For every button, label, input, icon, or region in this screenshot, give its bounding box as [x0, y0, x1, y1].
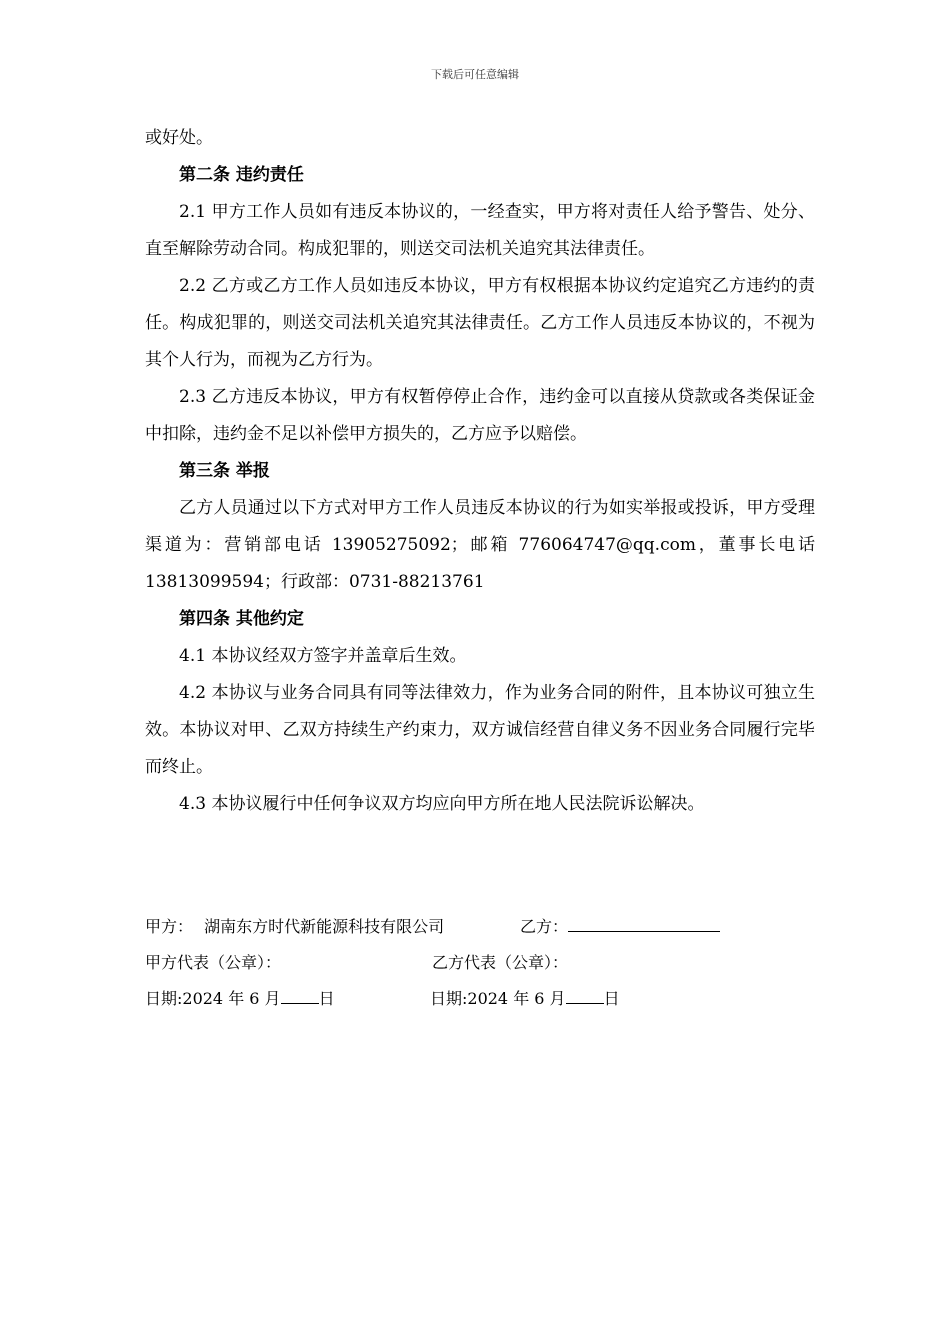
- party-a-representative: 甲方代表（公章）：: [145, 953, 282, 972]
- party-b-date-prefix: 日期:2024 年 6 月: [430, 989, 566, 1008]
- party-b-representative: 乙方代表（公章）：: [432, 953, 569, 972]
- article-2-clause-3: 2.3 乙方违反本协议，甲方有权暂停停止合作，违约金可以直接从贷款或各类保证金中扣除，违约金不足以补偿甲方损失的，乙方应予以赔偿。: [145, 387, 815, 444]
- party-b-label: 乙方：: [520, 917, 569, 936]
- article-4-clause-2: 4.2 本协议与业务合同具有同等法律效力，作为业务合同的附件，且本协议可独立生效。本协议对甲、乙双方持续生产约束力，双方诚信经营自律义务不因业务合同履行完毕而终止。: [145, 683, 815, 777]
- party-a-name: 湖南东方时代新能源科技有限公司: [204, 917, 445, 936]
- article-3-report-channels: 乙方人员通过以下方式对甲方工作人员违反本协议的行为如实举报或投诉，甲方受理渠道为：营销部电话 13905275092；邮箱 776064747@qq.com，董事长电话 13813099594；行政部：0731-88213761: [145, 498, 815, 592]
- party-a-date-blank: [281, 981, 319, 1004]
- continuation-text: 或好处。: [145, 128, 213, 148]
- article-4-clause-1: 4.1 本协议经双方签字并盖章后生效。: [179, 646, 467, 666]
- party-b-name-blank: [568, 909, 720, 932]
- signature-parties-row: [145, 909, 815, 945]
- signature-block: [145, 909, 815, 1017]
- party-a-date-suffix: 日: [318, 989, 335, 1008]
- signature-date-row: [145, 981, 815, 1017]
- signature-representative-row: [145, 945, 815, 981]
- article-2-clause-1: 2.1 甲方工作人员如有违反本协议的，一经查实，甲方将对责任人给予警告、处分、直至解除劳动合同。构成犯罪的，则送交司法机关追究其法律责任。: [145, 202, 815, 259]
- article-4-clause-3: 4.3 本协议履行中任何争议双方均应向甲方所在地人民法院诉讼解决。: [179, 794, 705, 814]
- article-3-heading: 第三条 举报: [179, 461, 270, 481]
- article-4-heading: 第四条 其他约定: [179, 609, 304, 629]
- party-a-date-prefix: 日期:2024 年 6 月: [145, 989, 281, 1008]
- party-b-date-suffix: 日: [603, 989, 620, 1008]
- article-2-heading: 第二条 违约责任: [179, 165, 304, 185]
- article-2-clause-2: 2.2 乙方或乙方工作人员如违反本协议，甲方有权根据本协议约定追究乙方违约的责任。构成犯罪的，则送交司法机关追究其法律责任。乙方工作人员违反本协议的，不视为其个人行为，而视为乙方行为。: [145, 276, 815, 370]
- party-b-date-blank: [566, 981, 604, 1004]
- document-body: [145, 120, 815, 823]
- header-note: 下载后可任意编辑: [431, 68, 519, 81]
- party-a-label: 甲方：: [145, 917, 194, 936]
